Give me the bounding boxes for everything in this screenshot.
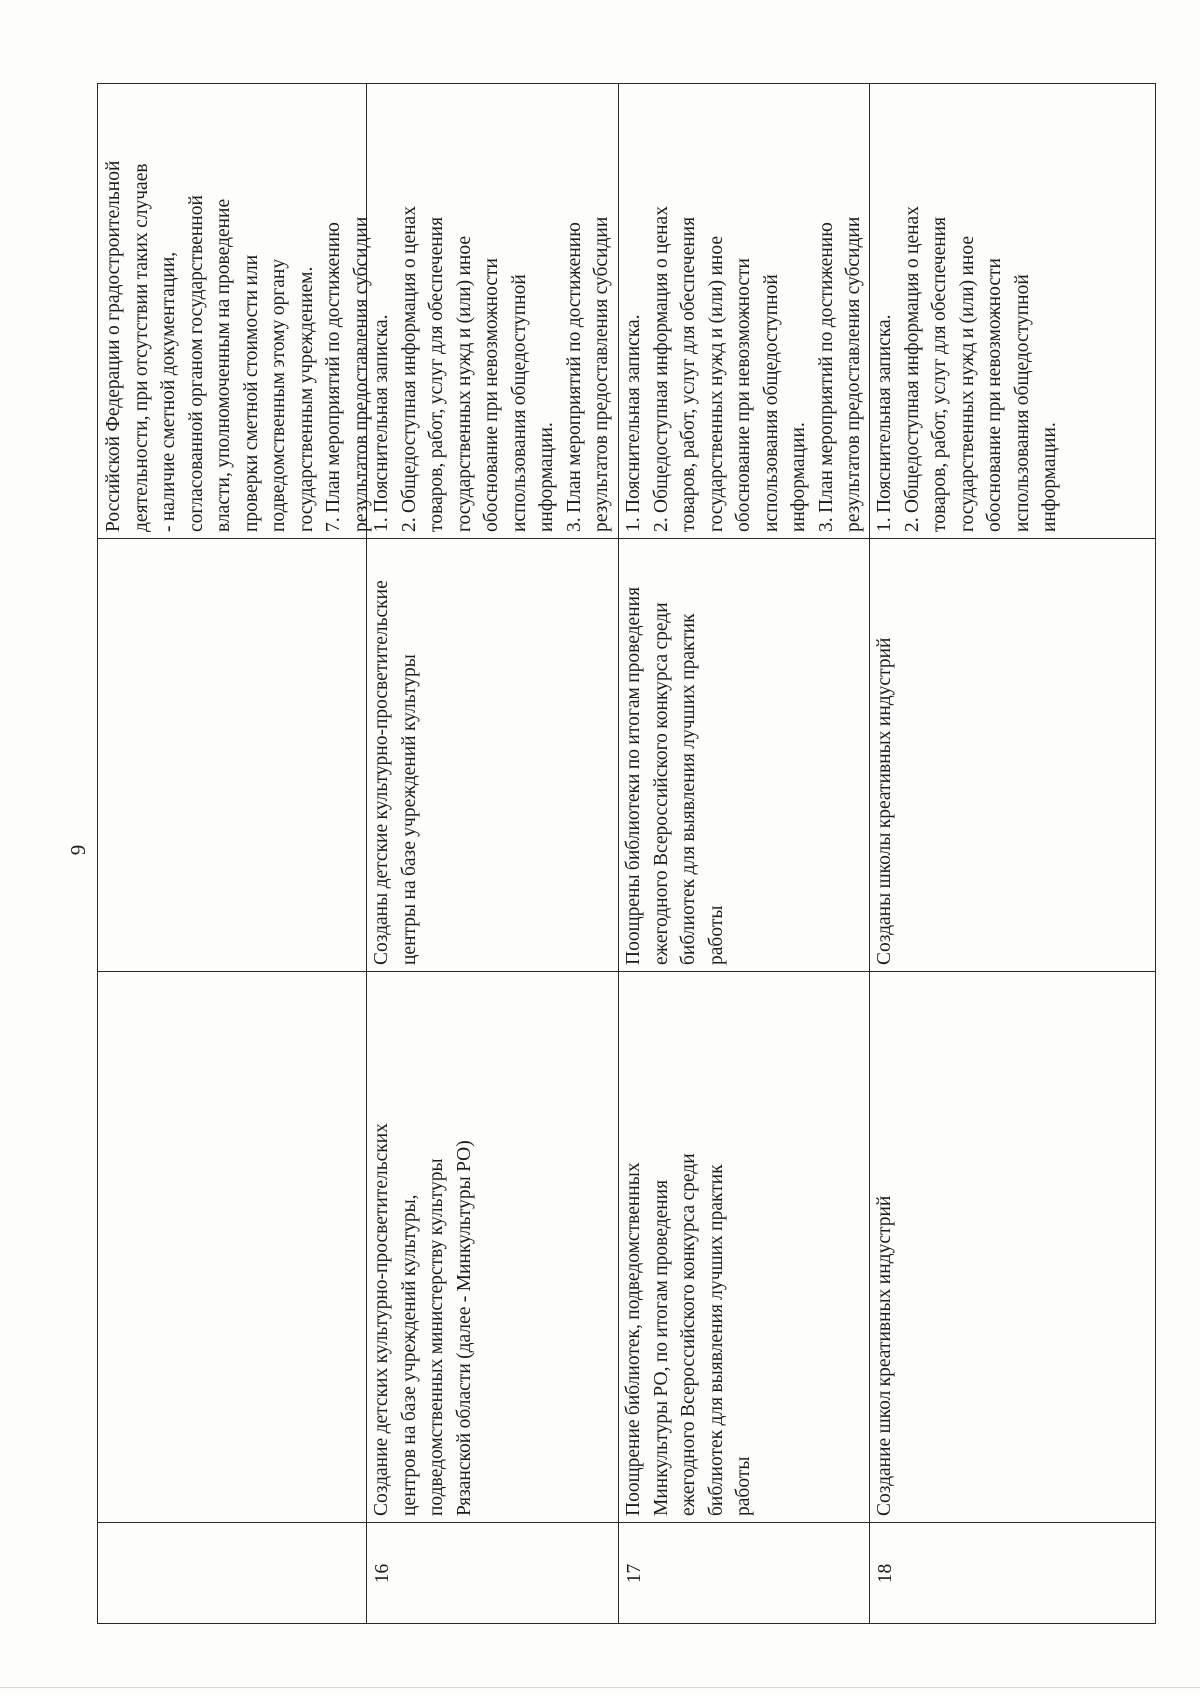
result-text: Созданы школы креативных индустрий [874,637,895,965]
page-number: 9 [66,844,90,856]
row-16-documents-cell [366,84,618,538]
document-table [97,83,1156,1624]
row-number: 18 [875,1563,896,1584]
row-18-documents-cell [869,84,1157,538]
row-17-number-cell [618,1522,869,1625]
result-text [98,538,366,971]
row-number: 16 [372,1563,393,1584]
row-17-result-cell [618,538,869,971]
row-18-result-cell [869,538,1157,971]
name-text [98,971,366,1522]
row-number: 17 [624,1563,645,1584]
scan-edge-line [0,1687,1200,1688]
row-continued-name-cell [98,971,366,1522]
result-text: Созданы детские культурно-просветительские центры на базе учреждений культуры [371,580,420,965]
name-text: Создание детских культурно-просветительских центров на базе учреждений культуры, подведомственных министерству культуры Рязанской области (далее - Минкультуры РО) [371,1123,475,1516]
result-text: Поощрены библиотеки по итогам проведения ежегодного Всероссийского конкурса среди библиотек для выявления лучших практик работы [623,586,727,965]
row-17-name-cell [618,971,869,1522]
documents-text: 1. Пояснительная записка. 2. Общедоступная информация о ценах товаров, работ, услуг для обеспечения государственных нужд и (или) иное обоснование при невозможности использования общедоступной информации. 3. План мероприятий по достижению результатов предоставления субсидии [623,206,864,532]
row-continued-result-cell [98,538,366,971]
row-16-number-cell [366,1522,618,1625]
row-18-name-cell [869,971,1157,1522]
documents-text: 1. Пояснительная записка. 2. Общедоступная информация о ценах товаров, работ, услуг для обеспечения государственных нужд и (или) иное обоснование при невозможности использования общедоступной информации. [874,206,1060,532]
documents-text: 1. Пояснительная записка. 2. Общедоступная информация о ценах товаров, работ, услуг для обеспечения государственных нужд и (или) иное обоснование при невозможности использования общедоступной информации. 3. План мероприятий по достижению результатов предоставления субсидии [371,206,612,532]
documents-text: Российской Федерации о градостроительной деятельности, при отсутствии таких случаев - наличие сметной документации, согласованной органом государственной власти, уполномоченным на проведение проверки сметной стоимости или подведомственным этому органу государственным учреждением. 7. План мероприятий по достижению результатов предоставления субсидии [103,160,372,532]
row-continued-documents-cell [98,84,372,538]
row-number [98,1522,366,1625]
row-18-number-cell [869,1522,1157,1625]
row-17-documents-cell [618,84,869,538]
row-16-result-cell [366,538,618,971]
row-continued-number-cell [98,1522,366,1625]
name-text: Поощрение библиотек, подведомственных Минкультуры РО, по итогам проведения ежегодного Всероссийского конкурса среди библиотек для выявления лучших практик работы [623,1153,754,1516]
row-16-name-cell [366,971,618,1522]
name-text: Создание школ креативных индустрий [874,1195,895,1516]
